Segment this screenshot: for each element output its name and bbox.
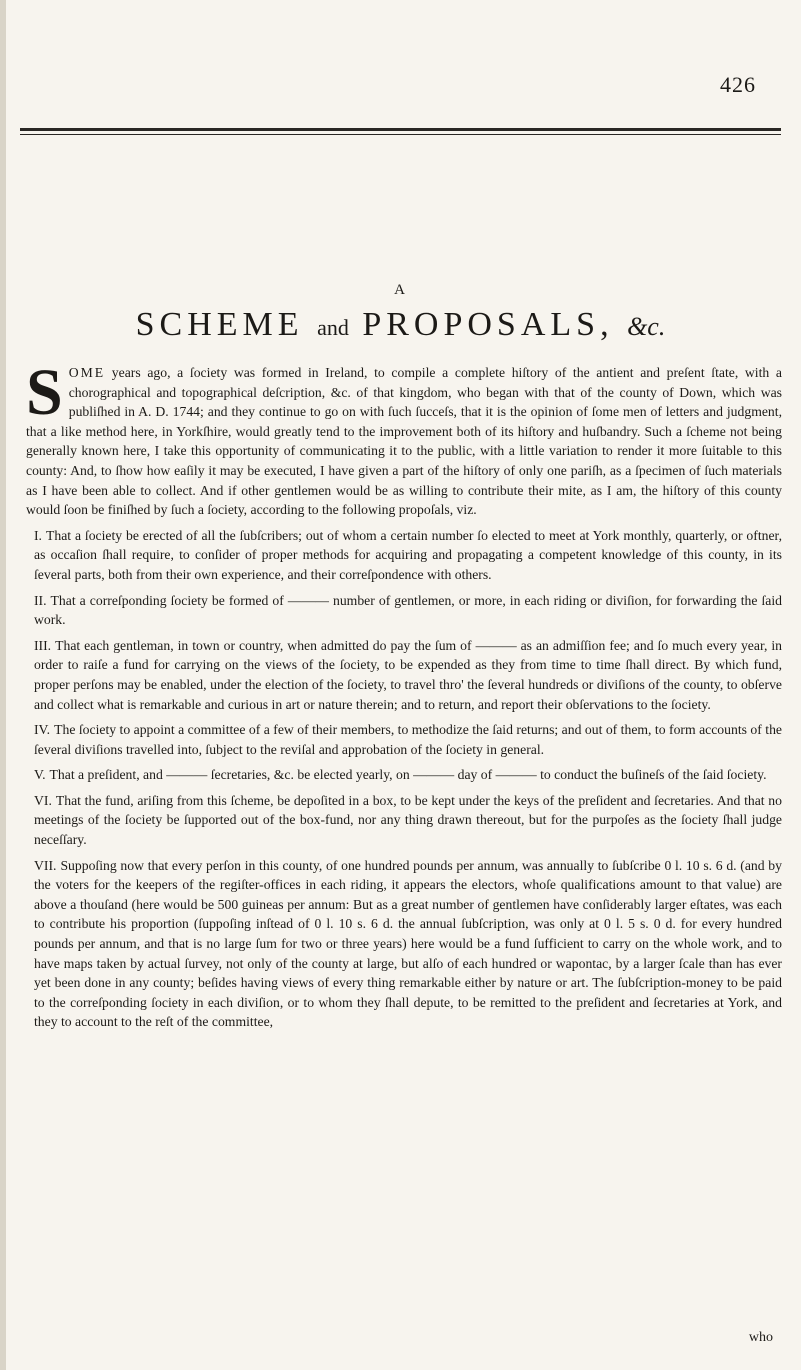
title-scheme: SCHEME [135,306,304,343]
proposal-text: That a correſponding ſociety be formed of ——— number of gentlemen, or more, in each riding or diviſion, for forwarding the ſaid work. [34,592,782,628]
header-rule-thin [20,134,781,135]
proposal-item-3 [26,636,782,714]
proposal-number: V. [34,767,46,783]
proposal-text: That a preſident, and ——— ſecretaries, &c. be elected yearly, on ——— day of ——— to conduct the buſineſs of the ſaid ſociety. [49,767,767,783]
document-title [0,306,801,344]
proposal-number: VI. [34,792,52,808]
intro-smallcaps: OME [68,365,106,380]
drop-cap: S [26,356,63,429]
title-and: and [317,315,349,340]
proposal-item-4 [26,720,782,759]
body-text [26,356,782,1038]
proposal-text: The ſociety to appoint a committee of a few of their members, to methodize the ſaid returns; and out of them, to form accounts of the ſeveral diviſions travelled into, ſubject to the reviſal and approbation of the ſociety in general. [34,722,782,757]
proposal-text: Suppoſing now that every perſon in this county, of one hundred pounds per annum, was annually to ſubſcribe 0 l. 10 s. 6 d. (and by the voters for the keepers of the regiſter-offices in each riding, it appears the electors, whoſe qualifications amount to that value) are above a thouſand (here would be 500 guineas per annum: But as a great number of gentlemen have conſiderably larger eſtates, was each to contribute his proportion (ſuppoſing inſtead of 0 l. 10 s. 6 d. the annual ſubſcription, was only at 0 l. 5 s. 0 d. for every hundred pounds per annum, and that is no large ſum for two or three years) here would be a fund ſufficient to carry on the whole work, and to have maps taken by actual ſurvey, not only of the county at large, but alſo of each hundred or wapontac, by a larger ſcale than has ever yet been done in any county; beſides having views of every thing remarkable either by nature or art. The ſubſcription-money to be paid to the correſponding ſociety in each diviſion, or to whom they ſhall depute, to be remitted to the preſident and ſecretaries at York, and they to account to the reſt of the committee, [34,857,782,1030]
proposal-text: That each gentleman, in town or country, when admitted do pay the ſum of ——— as an admiſſion fee; and ſo much every year, in order to raiſe a fund for carrying on the views of the ſociety, to be expended as they from time to time ſhall direct. By which fund, proper perſons may be enabled, under the election of the ſociety, to travel thro' the ſeveral hundreds or diviſions of the county, to obſerve and collect what is remarkable and curious in art or nature therein; and to return, and report their obſervations to the ſociety. [34,637,782,712]
article-heading: A [394,282,407,298]
proposal-text: That the fund, ariſing from this ſcheme, be depoſited in a box, to be kept under the keys of the preſident and ſecretaries. And that no meetings of the ſociety be ſupported out of the box-fund, nor any thing drawn thereout, but for the purpoſes as the ſociety ſhall judge neceſſary. [34,792,782,848]
proposal-item-1 [26,526,782,585]
page-binding-edge [0,0,6,1370]
proposal-number: III. [34,637,52,653]
title-proposals: PROPOSALS, [362,306,614,343]
catchword: who [748,1330,773,1345]
proposal-number: IV. [34,722,51,738]
proposal-number: I. [34,527,42,543]
header-rule-thick [20,128,781,131]
proposal-number: II. [34,592,47,608]
title-etc: &c. [627,312,666,341]
proposal-item-6 [26,791,782,850]
proposal-item-2 [26,591,782,630]
proposal-text: That a ſociety be erected of all the ſubſcribers; out of whom a certain number ſo elected to meet at York monthly, quarterly, or oftner, as occaſion ſhall require, to conſider of proper methods for acquiring and propagating a competent knowledge of this county, in its ſeveral parts, both from their own experience, and their correſpondence with others. [34,527,782,582]
page-number: 426 [720,72,756,97]
proposal-number: VII. [34,857,57,873]
intro-paragraph [26,356,782,520]
proposal-item-7 [26,856,782,1032]
intro-text: years ago, a ſociety was formed in Ireland, to compile a complete hiſtory of the antient and preſent ſtate, with a chorographical and topographical deſcription, &c. of that kingdom, who began with that of the county of Down, which was publiſhed in A. D. 1744; and they continue to go on with ſuch ſucceſs, that it is the opinion of ſome men of letters and judgment, that a like method here, in Yorkſhire, would greatly tend to the improvement both of its hiſtory and huſbandry. Such a ſcheme not being generally known here, I take this opportunity of communicating it to the public, with a little variation to render it more ſuitable to this county: And, to ſhow how eaſily it may be executed, I have given a part of the hiſtory of only one pariſh, as a ſpecimen of ſuch materials as I have been able to collect. And if other gentlemen would be as willing to contribute their mite, as I am, the hiſtory of this county would ſoon be finiſhed by ſuch a ſociety, according to the following propoſals, viz. [26,365,782,518]
proposal-item-5 [26,765,782,785]
